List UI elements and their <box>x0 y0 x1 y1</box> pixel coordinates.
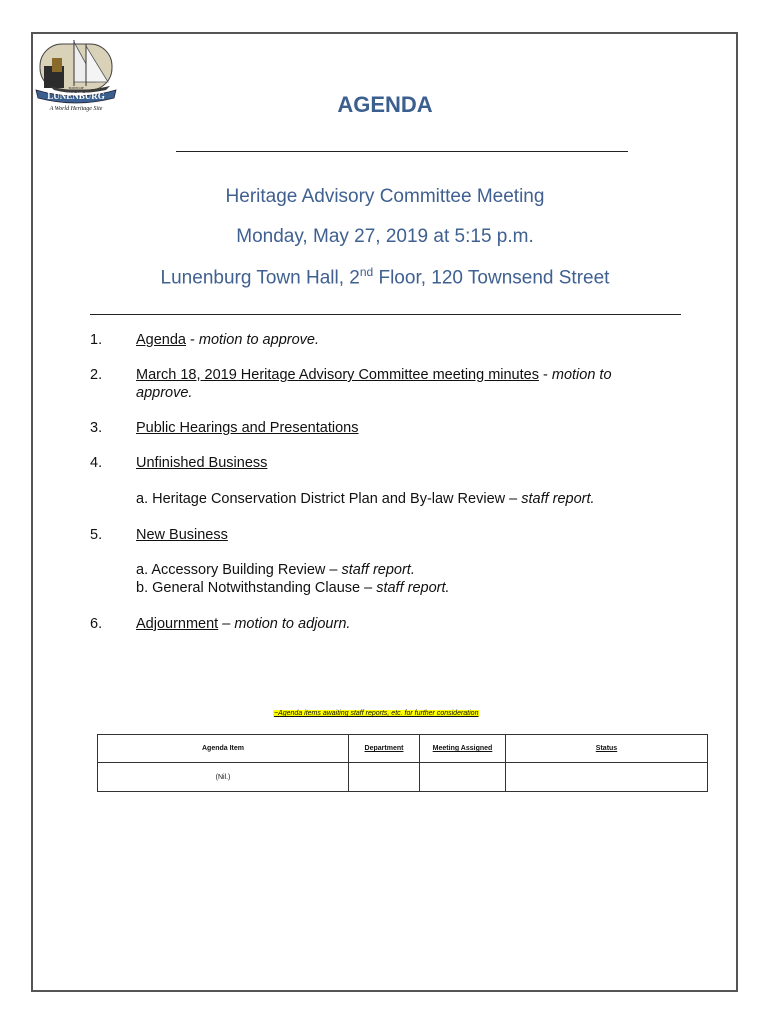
table-cell <box>506 763 708 792</box>
table-cell: (Nil.) <box>98 763 349 792</box>
sub-item: a. Accessory Building Review – staff report. <box>136 562 415 578</box>
item-title: Adjournment <box>136 616 219 632</box>
svg-text:TOWN OF: TOWN OF <box>68 86 84 90</box>
meeting-date-time: Monday, May 27, 2019 at 5:15 p.m. <box>236 226 534 247</box>
col-header-agenda-item: Agenda Item <box>98 735 349 763</box>
item-action: motion to approve. <box>136 367 612 401</box>
meeting-location: Lunenburg Town Hall, 2nd Floor, 120 Townsend Street <box>160 265 610 289</box>
pending-items-table <box>97 734 708 792</box>
item-number: 5. <box>90 527 103 543</box>
item-number: 2. <box>90 367 103 383</box>
svg-text:A World Heritage Site: A World Heritage Site <box>49 106 103 112</box>
item-action: motion to adjourn. <box>234 616 351 632</box>
sub-item: a. Heritage Conservation District Plan and By-law Review – staff report. <box>136 491 595 507</box>
meeting-name: Heritage Advisory Committee Meeting <box>225 186 545 207</box>
header-divider <box>90 314 681 315</box>
pending-items-note: ~Agenda items awaiting staff reports, etc. for further consideration <box>274 710 479 717</box>
col-header-status: Status <box>506 735 708 763</box>
col-header-meeting-assigned: Meeting Assigned <box>420 735 506 763</box>
item-title: Agenda <box>136 332 186 348</box>
item-title: New Business <box>136 527 228 543</box>
item-number: 4. <box>90 455 103 471</box>
col-header-department: Department <box>349 735 420 763</box>
title-divider <box>176 151 628 152</box>
table-cell <box>349 763 420 792</box>
item-action: motion to approve. <box>198 332 319 348</box>
table-row <box>98 763 708 792</box>
item-number: 3. <box>90 420 103 436</box>
page-border <box>31 32 738 992</box>
table-header-row <box>98 735 708 763</box>
item-title: Public Hearings and Presentations <box>136 420 359 436</box>
item-number: 1. <box>90 332 103 348</box>
agenda-title: AGENDA <box>337 92 433 117</box>
svg-text:LUNENBURG: LUNENBURG <box>47 91 105 101</box>
item-number: 6. <box>90 616 103 632</box>
sub-item: b. General Notwithstanding Clause – staff report. <box>136 580 450 596</box>
item-title: March 18, 2019 Heritage Advisory Committee meeting minutes <box>136 367 539 383</box>
item-title: Unfinished Business <box>136 455 268 471</box>
table-cell <box>420 763 506 792</box>
